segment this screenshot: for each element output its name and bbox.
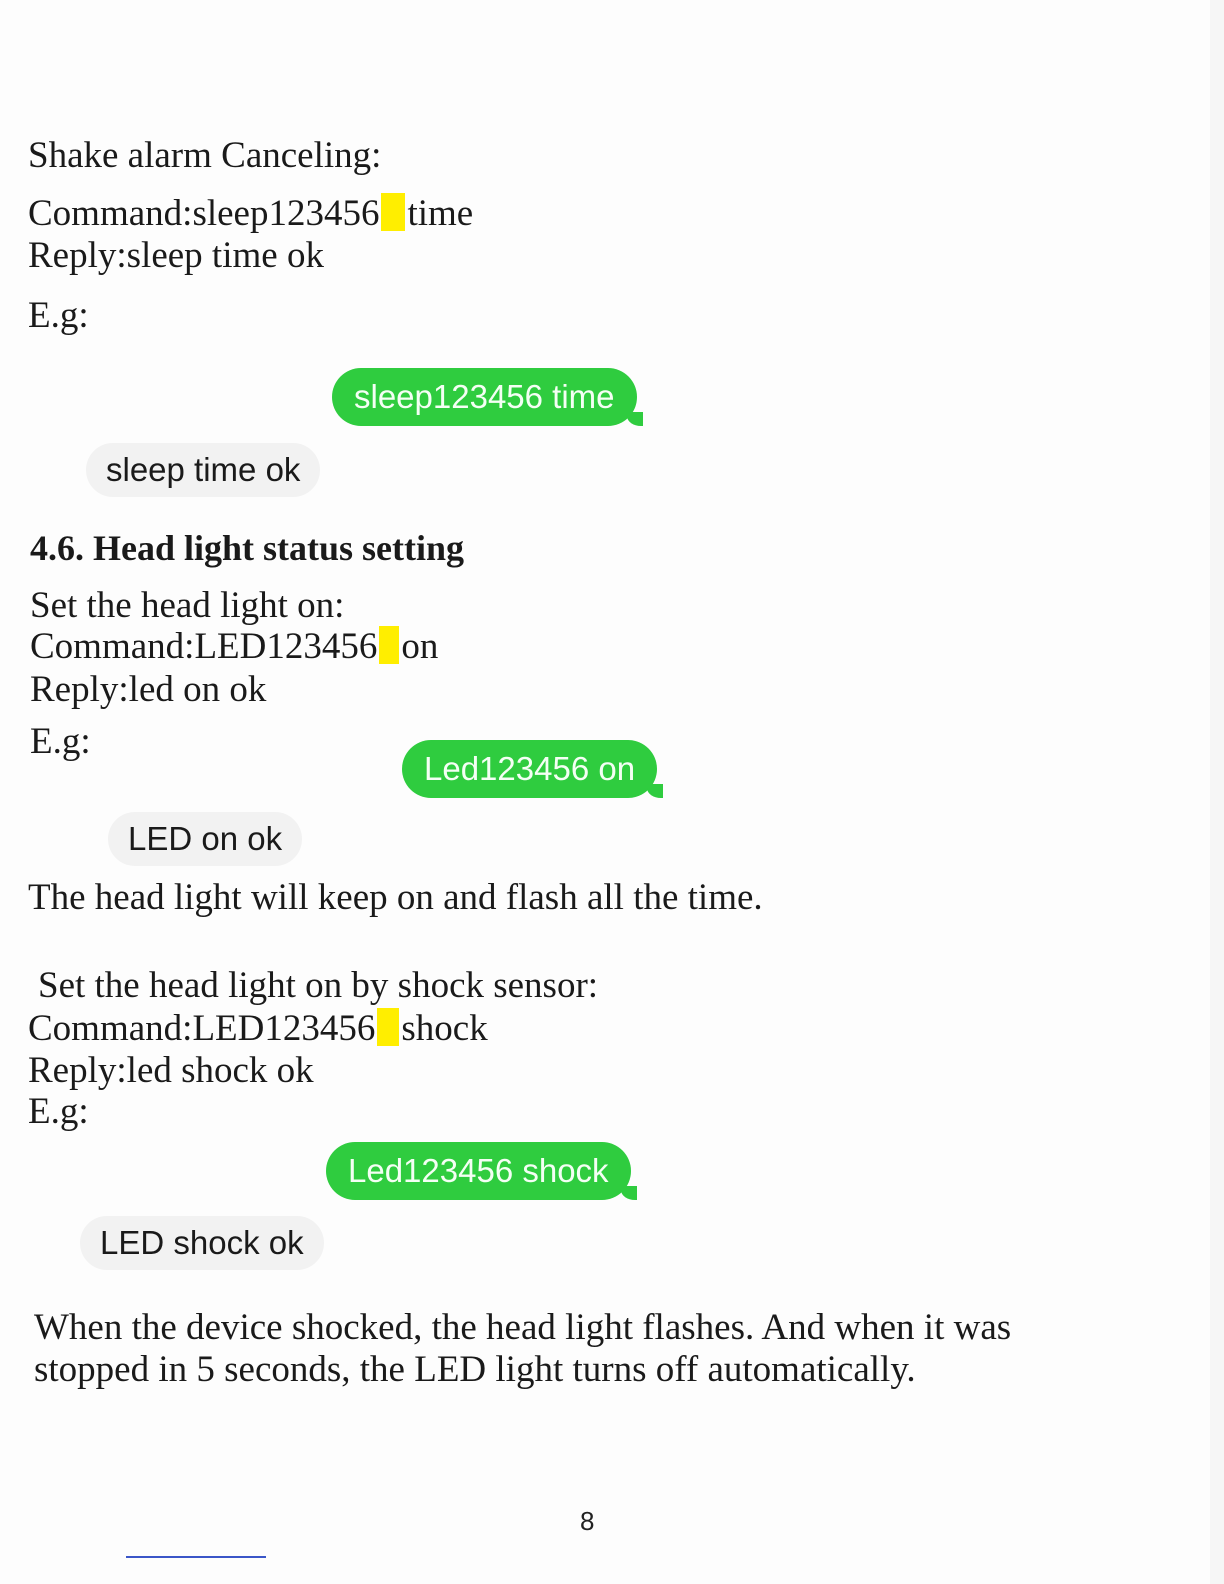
command-arg: on xyxy=(401,626,439,667)
command-text: Command:sleep123456 xyxy=(28,193,380,234)
led-on-reply: Reply:led on ok xyxy=(30,669,267,710)
sent-message-bubble: Led123456 on xyxy=(402,740,657,798)
received-message-bubble: sleep time ok xyxy=(86,443,320,497)
led-on-note: The head light will keep on and flash all the time. xyxy=(28,877,763,918)
sent-message-bubble: sleep123456 time xyxy=(332,368,637,426)
command-text: Command:LED123456 xyxy=(30,626,378,667)
shake-cancel-title: Shake alarm Canceling: xyxy=(28,135,382,176)
led-shock-note-line1: When the device shocked, the head light flashes. And when it was xyxy=(34,1307,1012,1348)
command-arg: time xyxy=(407,193,474,234)
led-on-command xyxy=(30,625,438,669)
command-arg: shock xyxy=(401,1008,488,1049)
section-heading: 4.6. Head light status setting xyxy=(30,528,465,568)
led-on-title: Set the head light on: xyxy=(30,585,345,626)
led-shock-eg: E.g: xyxy=(28,1091,89,1132)
led-shock-reply: Reply:led shock ok xyxy=(28,1050,314,1091)
sent-message-bubble: Led123456 shock xyxy=(326,1142,631,1200)
received-message-bubble: LED shock ok xyxy=(80,1216,324,1270)
led-shock-note-line2: stopped in 5 seconds, the LED light turns off automatically. xyxy=(34,1349,916,1390)
led-on-eg: E.g: xyxy=(30,721,91,762)
received-message-bubble: LED on ok xyxy=(108,812,302,866)
space-highlight xyxy=(377,1008,399,1046)
footer-rule xyxy=(126,1556,266,1558)
command-text: Command:LED123456 xyxy=(28,1008,376,1049)
shake-cancel-eg: E.g: xyxy=(28,295,89,336)
page-number: 8 xyxy=(580,1506,595,1536)
page-edge-shadow xyxy=(1210,0,1224,1584)
shake-cancel-command xyxy=(28,192,473,236)
led-shock-title: Set the head light on by shock sensor: xyxy=(38,965,599,1006)
space-highlight xyxy=(379,626,399,664)
space-highlight xyxy=(381,193,405,231)
led-shock-command xyxy=(28,1007,488,1051)
shake-cancel-reply: Reply:sleep time ok xyxy=(28,235,324,276)
